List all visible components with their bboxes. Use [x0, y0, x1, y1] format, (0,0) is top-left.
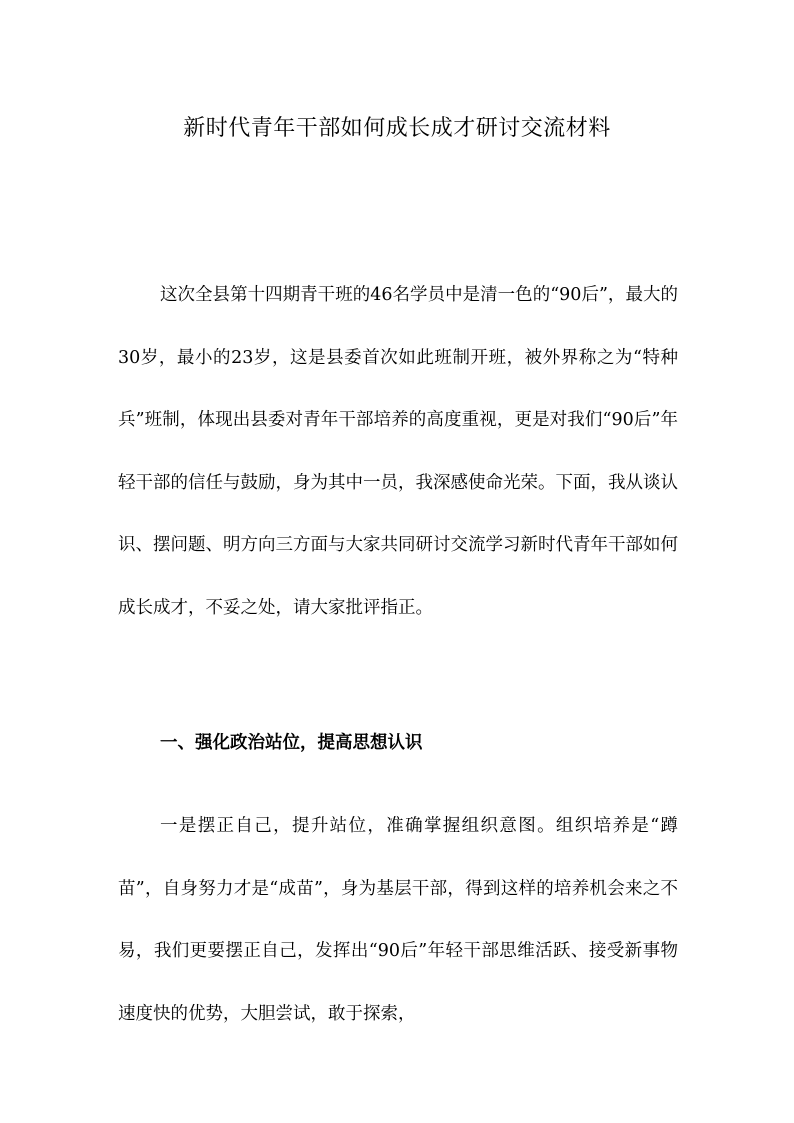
section-1-paragraph: 一是摆正自己，提升站位，准确掌握组织意图。组织培养是“蹲苗”，自身努力才是“成苗”，身为基层干部，得到这样的培养机会来之不易，我们更要摆正自己，发挥出“90后”年轻干部思维活跃、接受新事物速度快的优势，大胆尝试，敢于探索， — [118, 816, 678, 1024]
section-1-heading: 一、强化政治站位，提高思想认识 — [160, 733, 423, 753]
intro-paragraph: 这次全县第十四期青干班的46名学员中是清一色的“90后”，最大的30岁，最小的23岁，这是县委首次如此班制开班，被外界称之为“特种兵”班制，体现出县委对青年干部培养的高度重视，更是对我们“90后”年轻干部的信任与鼓励，身为其中一员，我深感使命光荣。下面，我从谈认识、摆问题、明方向三方面与大家共同研讨交流学习新时代青年干部如何成长成才，不妥之处，请大家批评指正。 — [118, 285, 678, 618]
intro-section — [118, 264, 678, 639]
document-title: 新时代青年干部如何成长成才研讨交流材料 — [183, 116, 611, 141]
section-1-body — [118, 795, 678, 1045]
